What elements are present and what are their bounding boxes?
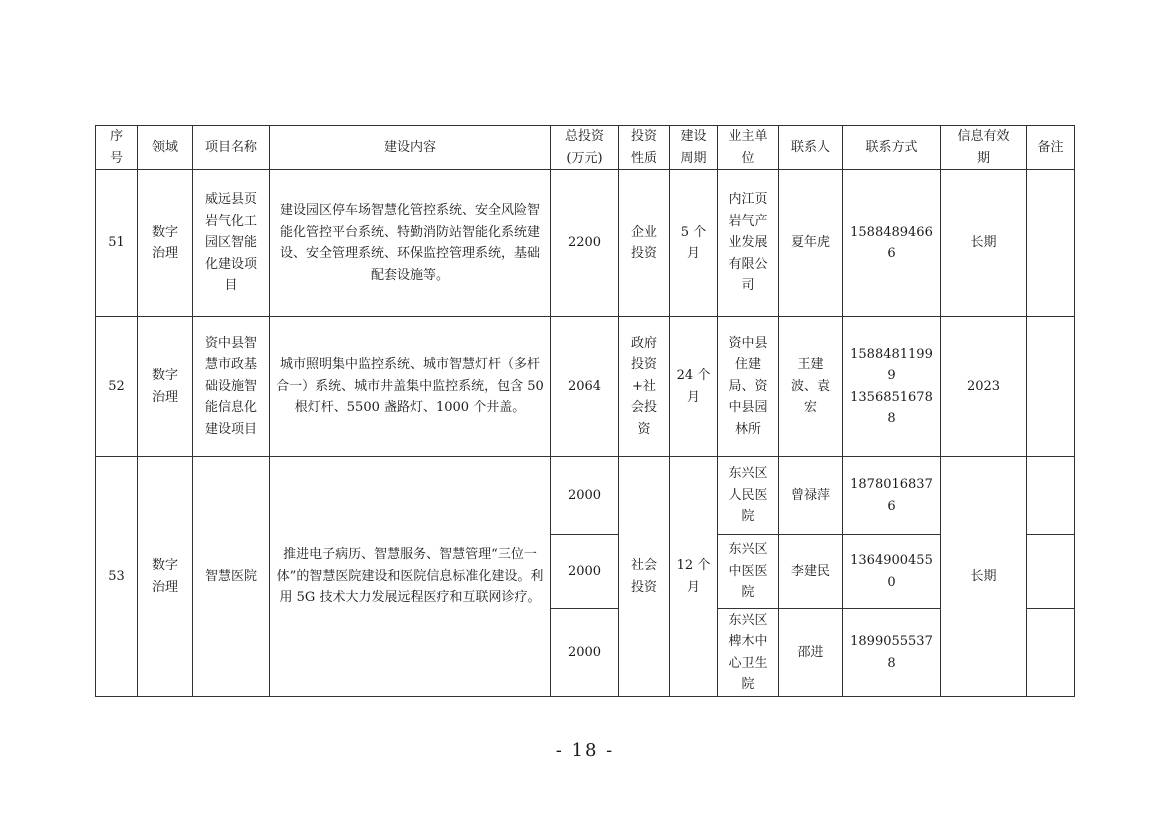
cell-content: 城市照明集中监控系统、城市智慧灯杆（多杆合一）系统、城市井盖集中监控系统，包含 50 根灯杆、5500 盏路灯、1000 个井盖。 bbox=[270, 317, 551, 457]
header-period: 建设 周期 bbox=[670, 126, 718, 170]
cell-period: 5 个 月 bbox=[670, 170, 718, 317]
cell-validity: 2023 bbox=[941, 317, 1027, 457]
cell-name: 资中县智 慧市政基 础设施智 能信息化 建设项目 bbox=[193, 317, 270, 457]
table-row bbox=[96, 170, 1075, 317]
cell-content: 推进电子病历、智慧服务、智慧管理“三位一体”的智慧医院建设和医院信息标准化建设。利用 5G 技术大力发展远程医疗和互联网诊疗。 bbox=[270, 457, 551, 697]
header-name: 项目名称 bbox=[193, 126, 270, 170]
cell-phone: 15884894666 bbox=[843, 170, 941, 317]
cell-nature: 社会 投资 bbox=[619, 457, 670, 697]
cell-owner: 东兴区 中医医 院 bbox=[718, 535, 779, 609]
cell-period: 24 个 月 bbox=[670, 317, 718, 457]
cell-contact: 王建 波、袁 宏 bbox=[779, 317, 843, 457]
header-nature: 投资 性质 bbox=[619, 126, 670, 170]
cell-remark bbox=[1027, 535, 1075, 609]
cell-validity: 长期 bbox=[941, 457, 1027, 697]
cell-seq: 53 bbox=[96, 457, 138, 697]
cell-contact: 曾禄萍 bbox=[779, 457, 843, 535]
cell-phone: 15884811999 13568516788 bbox=[843, 317, 941, 457]
cell-nature: 企业 投资 bbox=[619, 170, 670, 317]
table-row bbox=[96, 457, 1075, 535]
table-row bbox=[96, 317, 1075, 457]
cell-period: 12 个 月 bbox=[670, 457, 718, 697]
cell-investment: 2200 bbox=[551, 170, 619, 317]
header-row bbox=[96, 126, 1075, 170]
cell-seq: 52 bbox=[96, 317, 138, 457]
cell-contact: 邵进 bbox=[779, 609, 843, 697]
cell-phone: 18780168376 bbox=[843, 457, 941, 535]
cell-remark bbox=[1027, 457, 1075, 535]
page-number: - 18 - bbox=[555, 740, 615, 761]
cell-domain: 数字 治理 bbox=[138, 317, 193, 457]
cell-investment: 2000 bbox=[551, 457, 619, 535]
cell-remark bbox=[1027, 317, 1075, 457]
cell-name: 威远县页 岩气化工 园区智能 化建设项 目 bbox=[193, 170, 270, 317]
cell-nature: 政府 投资 +社 会投 资 bbox=[619, 317, 670, 457]
header-investment: 总投资 (万元) bbox=[551, 126, 619, 170]
cell-domain: 数字 治理 bbox=[138, 170, 193, 317]
cell-content: 建设园区停车场智慧化管控系统、安全风险智能化管控平台系统、特勤消防站智能化系统建设、安全管理系统、环保监控管理系统，基础配套设施等。 bbox=[270, 170, 551, 317]
cell-owner: 内江页 岩气产 业发展 有限公 司 bbox=[718, 170, 779, 317]
cell-investment: 2064 bbox=[551, 317, 619, 457]
header-domain: 领域 bbox=[138, 126, 193, 170]
cell-seq: 51 bbox=[96, 170, 138, 317]
cell-contact: 夏年虎 bbox=[779, 170, 843, 317]
cell-name: 智慧医院 bbox=[193, 457, 270, 697]
cell-domain: 数字 治理 bbox=[138, 457, 193, 697]
project-table bbox=[95, 125, 1075, 697]
cell-owner: 东兴区 椑木中 心卫生 院 bbox=[718, 609, 779, 697]
header-owner: 业主单 位 bbox=[718, 126, 779, 170]
header-phone: 联系方式 bbox=[843, 126, 941, 170]
header-content: 建设内容 bbox=[270, 126, 551, 170]
cell-phone: 18990555378 bbox=[843, 609, 941, 697]
header-contact: 联系人 bbox=[779, 126, 843, 170]
header-remark: 备注 bbox=[1027, 126, 1075, 170]
cell-validity: 长期 bbox=[941, 170, 1027, 317]
cell-phone: 13649004550 bbox=[843, 535, 941, 609]
header-seq: 序 号 bbox=[96, 126, 138, 170]
cell-remark bbox=[1027, 170, 1075, 317]
cell-contact: 李建民 bbox=[779, 535, 843, 609]
cell-remark bbox=[1027, 609, 1075, 697]
cell-owner: 资中县 住建 局、资 中县园 林所 bbox=[718, 317, 779, 457]
cell-owner: 东兴区 人民医 院 bbox=[718, 457, 779, 535]
cell-investment: 2000 bbox=[551, 609, 619, 697]
cell-investment: 2000 bbox=[551, 535, 619, 609]
header-validity: 信息有效 期 bbox=[941, 126, 1027, 170]
